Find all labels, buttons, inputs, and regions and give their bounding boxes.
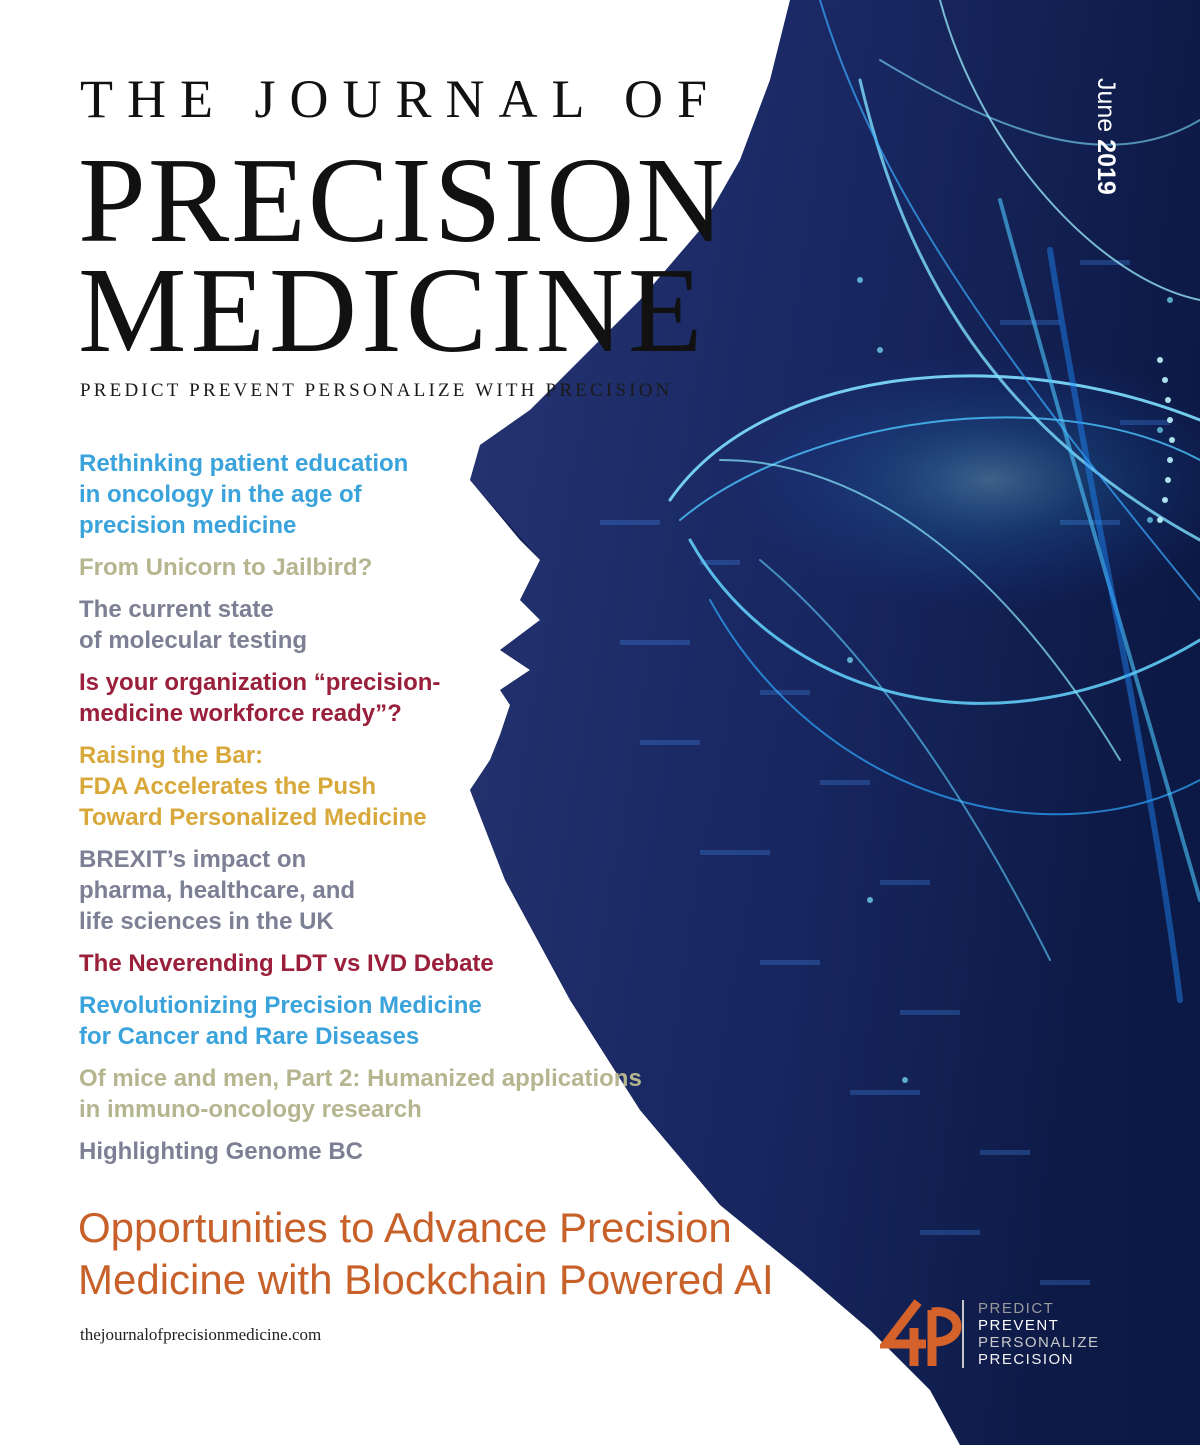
headline-item[interactable] [79,1136,719,1167]
headline-line: Highlighting Genome BC [79,1138,363,1165]
headline-item[interactable] [79,1063,719,1125]
logo-word-prevent: PREVENT [978,1317,1060,1334]
headline-line: for Cancer and Rare Diseases [79,1023,420,1050]
logo-word-predict: PREDICT [978,1300,1055,1317]
headline-line: in oncology in the age of [79,481,362,508]
headline-item[interactable] [79,448,719,541]
headline-line: Toward Personalized Medicine [79,804,427,831]
headline-line: pharma, healthcare, and [79,877,356,904]
issue-date [1090,78,1130,208]
headline-line: The current state [79,596,274,623]
masthead-tagline: PREDICT PREVENT PERSONALIZE WITH PRECISION [80,380,673,401]
feature-headline-line-1: Opportunities to Advance Precision [78,1204,732,1251]
headline-line: Revolutionizing Precision Medicine [79,992,482,1019]
masthead-top-line: THE JOURNAL OF [80,69,721,129]
headline-line: Raising the Bar: [79,742,264,769]
headline-line: life sciences in the UK [79,908,334,935]
logo-wordmark [962,1300,1100,1368]
headline-item[interactable] [79,594,719,656]
headline-line: medicine workforce ready”? [79,700,402,727]
website-url[interactable]: thejournalofprecisionmedicine.com [80,1325,322,1344]
logo-word-personalize: PERSONALIZE [978,1334,1100,1351]
headline-line: Is your organization “precision- [79,669,441,696]
issue-year: 2019 [1092,139,1120,195]
headline-item[interactable] [79,948,719,979]
headline-item[interactable] [79,844,719,937]
headline-line: FDA Accelerates the Push [79,773,376,800]
masthead-title-line-2: MEDICINE [78,243,707,378]
headline-item[interactable] [79,740,719,833]
4p-logo-icon [880,1298,970,1368]
headline-line: BREXIT’s impact on [79,846,307,873]
issue-month: June [1092,78,1120,133]
headline-line: of molecular testing [79,627,308,654]
headline-item[interactable] [79,552,719,583]
masthead-title-line-1: PRECISION [78,133,727,268]
headline-line: Rethinking patient education [79,450,409,477]
headline-line: precision medicine [79,512,297,539]
feature-headline-line-2: Medicine with Blockchain Powered AI [78,1256,774,1303]
logo-word-precision: PRECISION [978,1351,1075,1368]
headline-line: Of mice and men, Part 2: Humanized applications [79,1065,642,1092]
headline-item[interactable] [79,667,719,729]
headline-item[interactable] [79,990,719,1052]
headline-list [79,448,719,1178]
headline-line: in immuno-oncology research [79,1096,422,1123]
feature-headline[interactable] [78,1202,774,1306]
headline-line: The Neverending LDT vs IVD Debate [79,950,494,977]
headline-line: From Unicorn to Jailbird? [79,554,373,581]
